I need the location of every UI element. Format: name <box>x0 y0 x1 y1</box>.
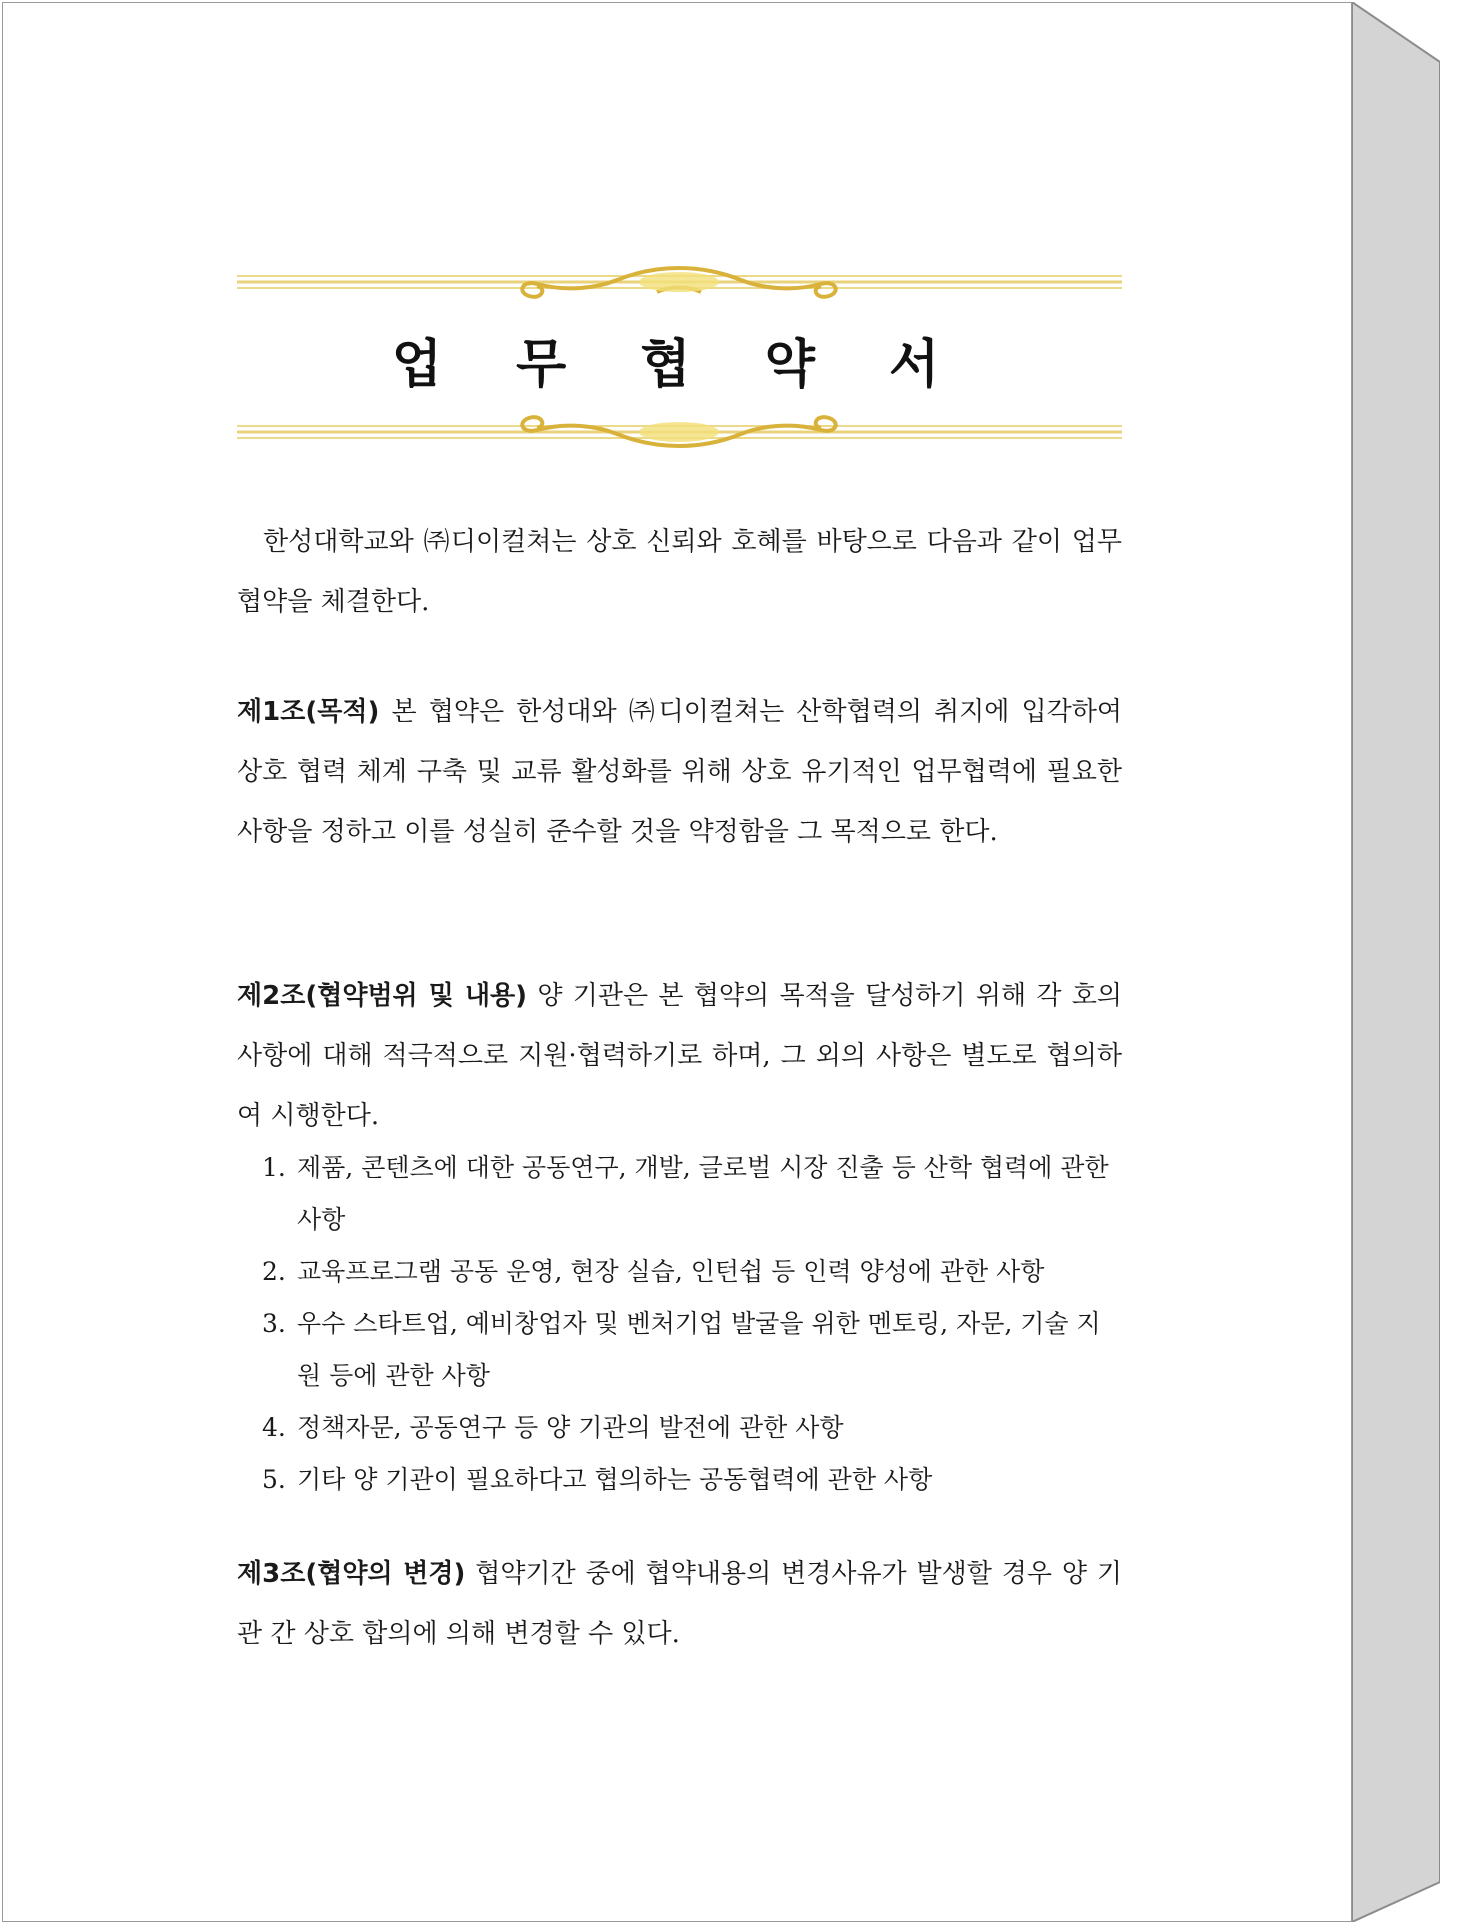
book-side-edge <box>1352 2 1440 1922</box>
list-item <box>262 1402 1122 1454</box>
list-item-number: 5. <box>262 1465 286 1494</box>
list-item-text: 제품, 콘텐츠에 대한 공동연구, 개발, 글로벌 시장 진출 등 산학 협력에 관한 사항 <box>297 1153 1109 1234</box>
article-3-heading: 제3조(협약의 변경) <box>237 1559 466 1589</box>
list-item-number: 3. <box>262 1309 286 1338</box>
article-1-text: 본 협약은 한성대와 ㈜디이컬쳐는 산학협력의 취지에 입각하여 상호 협력 체계 구축 및 교류 활성화를 위해 상호 유기적인 업무협력에 필요한 사항을 정하고 이를 성실히 준수할 것을 약정함을 그 목적으로 한다. <box>237 697 1123 847</box>
list-item <box>262 1246 1122 1298</box>
article-2 <box>237 966 1122 1146</box>
article-1-heading: 제1조(목적) <box>237 697 380 727</box>
article-2-heading: 제2조(협약범위 및 내용) <box>237 981 528 1011</box>
list-item-text: 교육프로그램 공동 운영, 현장 실습, 인턴쉽 등 인력 양성에 관한 사항 <box>297 1257 1045 1286</box>
article-2-text: 양 기관은 본 협약의 목적을 달성하기 위해 각 호의 사항에 대해 적극적으로 지원·협력하기로 하며, 그 외의 사항은 별도로 협의하여 시행한다. <box>237 981 1122 1131</box>
list-item-number: 2. <box>262 1257 286 1286</box>
document-title: 업 무 협 약 서 <box>391 334 968 395</box>
bottom-ornament <box>237 412 1122 452</box>
list-item <box>262 1298 1122 1402</box>
list-item-text: 우수 스타트업, 예비창업자 및 벤처기업 발굴을 위한 멘토링, 자문, 기술 지원 등에 관한 사항 <box>297 1309 1101 1390</box>
list-item-text: 기타 양 기관이 필요하다고 협의하는 공동협력에 관한 사항 <box>297 1465 933 1494</box>
list-item-text: 정책자문, 공동연구 등 양 기관의 발전에 관한 사항 <box>297 1413 844 1442</box>
article-2-list <box>262 1142 1122 1506</box>
article-1 <box>237 682 1122 862</box>
list-item-number: 4. <box>262 1413 286 1442</box>
intro-paragraph: 한성대학교와 ㈜디이컬쳐는 상호 신뢰와 호혜를 바탕으로 다음과 같이 업무협약을 체결한다. <box>237 527 1122 617</box>
list-item-number: 1. <box>262 1153 286 1182</box>
list-item <box>262 1454 1122 1506</box>
list-item <box>262 1142 1122 1246</box>
article-3-text: 협약기간 중에 협약내용의 변경사유가 발생할 경우 양 기관 간 상호 합의에 의해 변경할 수 있다. <box>237 1559 1122 1649</box>
top-ornament <box>237 262 1122 302</box>
article-3 <box>237 1544 1122 1664</box>
